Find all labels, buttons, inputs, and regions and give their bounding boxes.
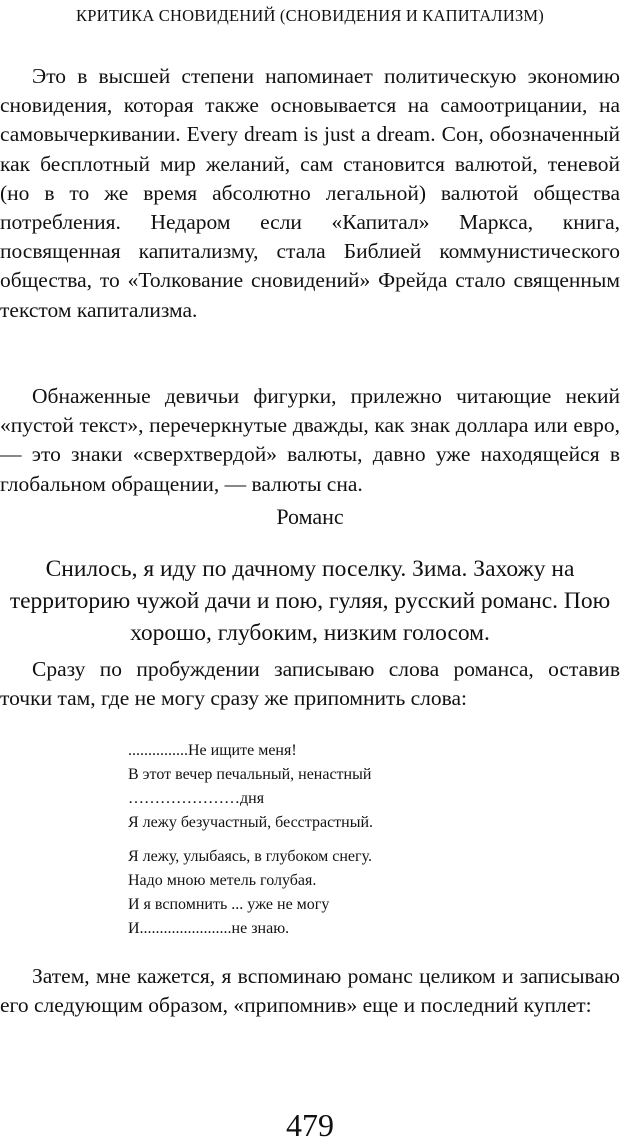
section-heading: Романс [276,504,344,529]
paragraph-dream-economy: Это в высшей степени напоминает политическую экономию сновидения, которая также основывается на самоотрицании, на самовычеркивании. Every dream is just a dream. Сон, обозначенный как бесплотный мир желаний, сам становится валютой, теневой (но в то же время абсолютно легальной) валютой общества потребления. Недаром если «Капитал» Маркса, книга, посвященная капитализму, стала Библией коммунистического общества, то «Толкование сновидений» Фрейда стало священным текстом капитализма. [0,64,620,322]
paragraph-closing: Затем, мне кажется, я вспоминаю романс целиком и записываю его следующим образом, «припомнив» еще и последний куплет: [0,964,620,1018]
verse-line: И я вспомнить ... уже не могу [128,896,330,913]
page-number: 479 [286,1107,334,1143]
paragraph-dream-currency: Обнаженные девичьи фигурки, прилежно читающие некий «пустой текст», перечеркнутые дважды, как знак доллара или евро, — это знаки «сверхтвердой» валюты, давно уже находящейся в глобальном обращении, — валюты сна. [0,384,620,496]
running-header: КРИТИКА СНОВИДЕНИЙ (СНОВИДЕНИЯ И КАПИТАЛИЗМ) [76,6,544,25]
verse-stanza-2 [128,845,548,941]
verse-line: ...............Не ищите меня! [128,742,297,759]
verse-line: Надо мною метель голубая. [128,872,317,889]
verse-line: Я лежу безучастный, бесстрастный. [128,814,374,831]
verse-line: В этот вечер печальный, ненастный [128,766,372,783]
verse-line: …………………дня [128,790,265,807]
verse-stanza-1 [128,739,548,835]
verse-line: И.......................не знаю. [128,920,290,937]
dream-description: Снилось, я иду по дачному поселку. Зима. Захожу на территорию чужой дачи и пою, гуляя, русский романс. Пою хорошо, глубоким, низким голосом. [9,556,611,646]
paragraph-after-waking: Сразу по пробуждении записываю слова романса, оставив точки там, где не могу сразу же припомнить слова: [0,657,620,711]
verse-line: Я лежу, улыбаясь, в глубоком снегу. [128,848,372,865]
